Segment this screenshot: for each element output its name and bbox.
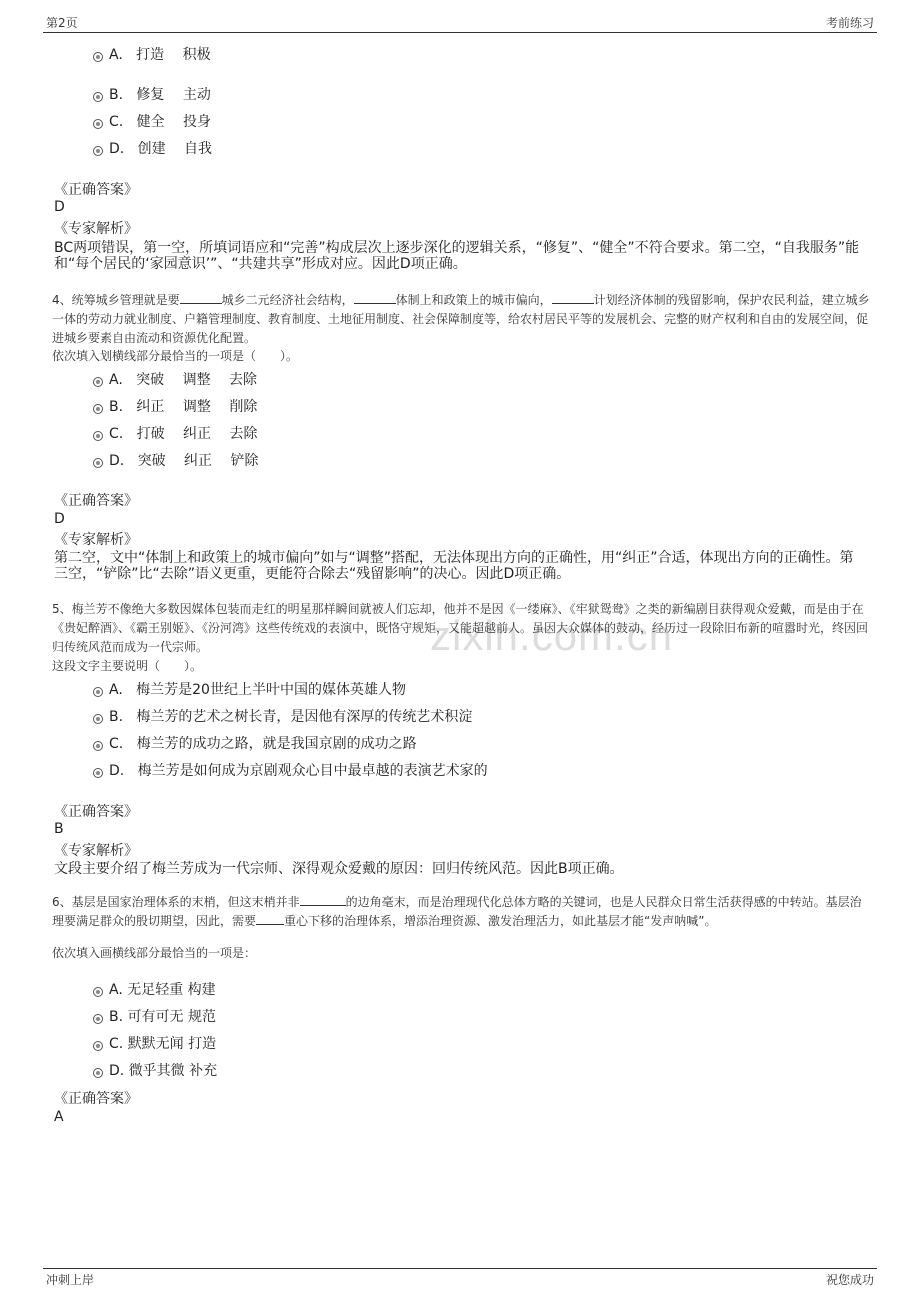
blank-line	[256, 912, 284, 925]
q4-prompt: 依次填入划横线部分最恰当的一项是（ ）。	[52, 349, 299, 363]
radio-icon	[93, 52, 103, 62]
radio-icon	[93, 741, 103, 751]
q6-stem: 6、基层是国家治理体系的末梢，但这末梢并非 的边角毫末，而是治理现代化总体方略的关键词，也是人民群众日常生活获得感的中转站。基层治理要满足群众的殷切期望，因此，需要 重心下移的治理体系，增添治理资源、激发治理活力，如此基层才能“发声呐喊”。	[52, 895, 862, 928]
q3-analysis-label: 《专家解析》	[54, 221, 138, 237]
q5-stem: 5、梅兰芳不像绝大多数因媒体包装而走红的明星那样瞬间就被人们忘却，他并不是因《一缕麻》、《牢狱鸳鸯》之类的新编剧目获得观众爱戴，而是由于在《贵妃醉酒》、《霸王别姬》、《汾河湾》这些传统戏的表演中，既恪守规矩，又能超越前人。虽因大众媒体的鼓动，经历过一段除旧布新的喧嚣时光，终因回归传统风范而成为一代宗师。	[52, 602, 869, 654]
q5-analysis-label: 《专家解析》	[54, 843, 138, 859]
blank-line	[552, 291, 594, 304]
q4-option-b[interactable]: B. 纠正 调整 削除	[93, 398, 257, 416]
q3-option-b[interactable]: B. 修复 主动	[93, 86, 211, 104]
radio-icon	[93, 458, 103, 468]
q6-prompt: 依次填入画横线部分最恰当的一项是：	[52, 946, 257, 960]
q6-answer-label: 《正确答案》	[54, 1091, 138, 1107]
q6-option-c[interactable]: C. 默默无闻 打造	[93, 1035, 216, 1053]
q5-answer-label: 《正确答案》	[54, 804, 138, 820]
radio-icon	[93, 987, 103, 997]
q5-prompt: 这段文字主要说明（ ）。	[52, 659, 203, 673]
radio-icon	[93, 404, 103, 414]
q4-option-d[interactable]: D. 突破 纠正 铲除	[93, 452, 259, 470]
radio-icon	[93, 1068, 103, 1078]
radio-icon	[93, 1014, 103, 1024]
radio-icon	[93, 768, 103, 778]
radio-icon	[93, 431, 103, 441]
q3-option-d[interactable]: D. 创建 自我	[93, 140, 212, 158]
q4-option-c[interactable]: C. 打破 纠正 去除	[93, 425, 258, 443]
q5-option-a[interactable]: A. 梅兰芳是20世纪上半叶中国的媒体英雄人物	[93, 681, 406, 699]
q4-answer: D	[54, 511, 65, 527]
page-footer	[43, 1268, 877, 1291]
q4-analysis-label: 《专家解析》	[54, 532, 138, 548]
q3-answer: D	[54, 199, 65, 215]
q4-answer-label: 《正确答案》	[54, 493, 138, 509]
radio-icon	[93, 377, 103, 387]
q5-option-c[interactable]: C. 梅兰芳的成功之路，就是我国京剧的成功之路	[93, 735, 417, 753]
footer-left: 冲刺上岸	[46, 1273, 95, 1287]
blank-line	[300, 893, 346, 906]
radio-icon	[93, 714, 103, 724]
q5-option-d[interactable]: D. 梅兰芳是如何成为京剧观众心目中最卓越的表演艺术家的	[93, 762, 488, 780]
q3-option-a[interactable]: A. 打造 积极	[93, 46, 211, 64]
q4-option-a[interactable]: A. 突破 调整 去除	[93, 371, 257, 389]
q5-answer: B	[54, 821, 64, 837]
radio-icon	[93, 146, 103, 156]
q3-analysis: BC两项错误，第一空，所填词语应和“完善”构成层次上逐步深化的逻辑关系，“修复”、“健全”不符合要求。第二空，“自我服务”能和“每个居民的‘家园意识’”、“共建共享”形成对应。因此D项正确。	[54, 240, 860, 272]
q6-option-d[interactable]: D. 微乎其微 补充	[93, 1062, 217, 1080]
header-title: 考前练习	[825, 16, 874, 30]
q6-answer: A	[54, 1109, 64, 1125]
page-number: 第2页	[46, 16, 78, 30]
radio-icon	[93, 92, 103, 102]
page-header	[43, 14, 877, 33]
radio-icon	[93, 687, 103, 697]
q3-answer-label: 《正确答案》	[54, 182, 138, 198]
q4-analysis: 第二空，文中“体制上和政策上的城市偏向”如与“调整”搭配，无法体现出方向的正确性，用“纠正”合适，体现出方向的正确性。第三空，“铲除”比“去除”语义更重，更能符合除去“残留影响”的决心。因此D项正确。	[54, 550, 854, 582]
q6-option-b[interactable]: B. 可有可无 规范	[93, 1008, 216, 1026]
blank-line	[180, 291, 222, 304]
radio-icon	[93, 1041, 103, 1051]
q5-option-b[interactable]: B. 梅兰芳的艺术之树长青，是因他有深厚的传统艺术积淀	[93, 708, 472, 726]
radio-icon	[93, 119, 103, 129]
watermark: zixin.com.cn	[430, 612, 674, 659]
q3-option-c[interactable]: C. 健全 投身	[93, 113, 211, 131]
q4-stem: 4、统筹城乡管理就是要 城乡二元经济社会结构， 体制上和政策上的城市偏向， 计划经济体制的残留影响，保护农民利益，建立城乡一体的劳动力就业制度、户籍管理制度、教育制度、土地征用制度、社会保障制度等，给农村居民平等的发展机会、完整的财产权利和自由的发展空间，促进城乡要素自由流动和资源优化配置。	[52, 293, 870, 345]
blank-line	[354, 291, 396, 304]
q6-option-a[interactable]: A. 无足轻重 构建	[93, 981, 216, 999]
footer-right: 祝您成功	[825, 1273, 874, 1287]
q5-analysis: 文段主要介绍了梅兰芳成为一代宗师、深得观众爱戴的原因：回归传统风范。因此B项正确。	[54, 861, 624, 877]
